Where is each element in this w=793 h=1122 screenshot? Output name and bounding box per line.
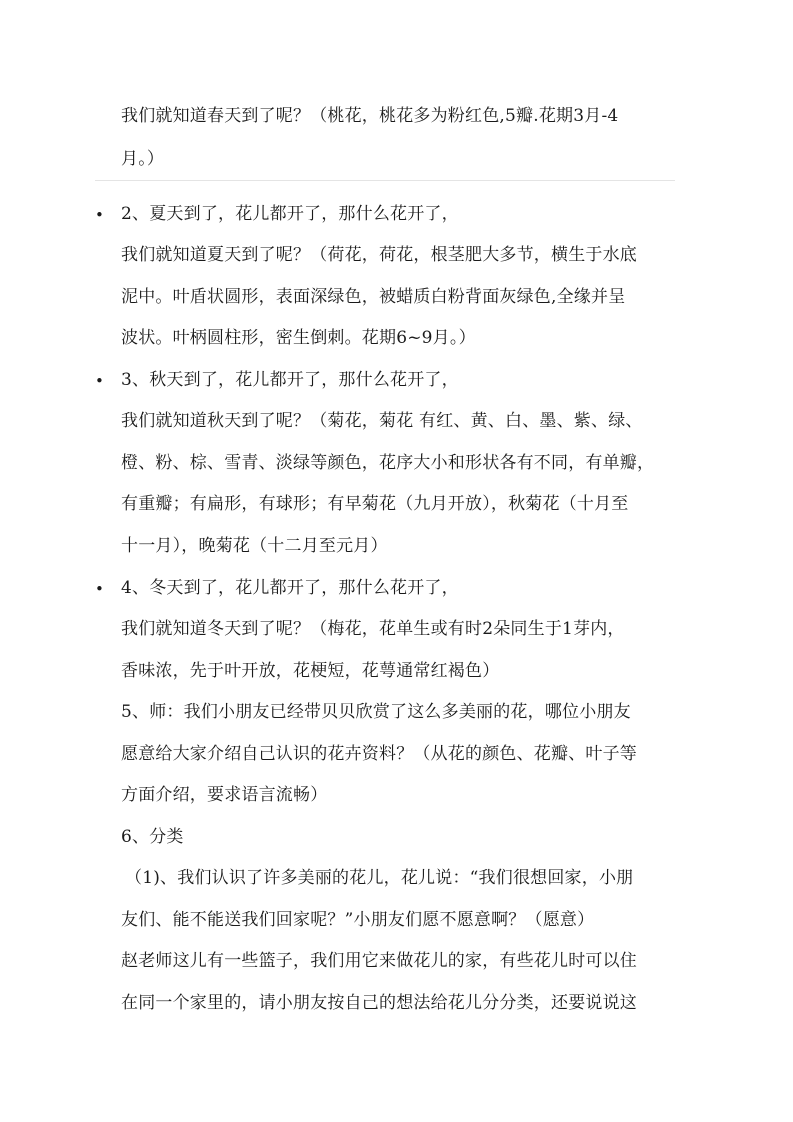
text-line: 在同一个家里的，请小朋友按自己的想法给花儿分分类，还要说说这: [121, 993, 637, 1013]
text-line: 2、夏天到了，花儿都开了，那什么花开了，: [121, 204, 459, 224]
text-line: 方面介绍，要求语言流畅）: [121, 785, 328, 805]
bullet-icon: •: [95, 206, 104, 224]
text-line: 有重瓣；有扁形，有球形；有早菊花（九月开放），秋菊花（十月至: [121, 494, 629, 514]
text-line: 我们就知道冬天到了呢？（梅花，花单生或有时2朵同生于1芽内，: [121, 619, 625, 639]
text-line: 橙、粉、棕、雪青、淡绿等颜色，花序大小和形状各有不同，有单瓣，: [121, 453, 655, 473]
text-line: 波状。叶柄圆柱形，密生倒刺。花期6~9月。）: [121, 328, 476, 348]
text-line: 5、师：我们小朋友已经带贝贝欣赏了这么多美丽的花，哪位小朋友: [121, 702, 631, 722]
text-line: 3、秋天到了，花儿都开了，那什么花开了，: [121, 370, 459, 390]
text-line: 我们就知道夏天到了呢？（荷花，荷花，根茎肥大多节，横生于水底: [121, 245, 637, 265]
text-line: 友们、能不能送我们回家呢？”小朋友们愿不愿意啊？（愿意）: [121, 910, 595, 930]
text-line: 6、分类: [121, 827, 184, 847]
text-line: 泥中。叶盾状圆形，表面深绿色，被蜡质白粉背面灰绿色,全缘并呈: [121, 287, 626, 307]
text-line: 愿意给大家介绍自己认识的花卉资料？（从花的颜色、花瓣、叶子等: [121, 744, 637, 764]
divider: [95, 180, 675, 181]
text-line: 十一月），晚菊花（十二月至元月）: [121, 536, 388, 556]
text-line: 赵老师这儿有一些篮子，我们用它来做花儿的家，有些花儿时可以住: [121, 951, 637, 971]
bullet-icon: •: [95, 372, 104, 390]
text-line: （1)、我们认识了许多美丽的花儿，花儿说：“我们很想回家，小朋: [125, 868, 634, 888]
bullet-icon: •: [95, 580, 104, 598]
text-line: 我们就知道春天到了呢？（桃花，桃花多为粉红色,5瓣.花期3月-4: [121, 106, 619, 126]
text-line: 4、冬天到了，花儿都开了，那什么花开了，: [121, 578, 459, 598]
text-line: 香味浓，先于叶开放，花梗短，花萼通常红褐色）: [121, 661, 500, 681]
text-line: 我们就知道秋天到了呢？（菊花，菊花 有红、黄、白、墨、紫、绿、: [121, 411, 643, 431]
text-line: 月。）: [121, 149, 165, 169]
